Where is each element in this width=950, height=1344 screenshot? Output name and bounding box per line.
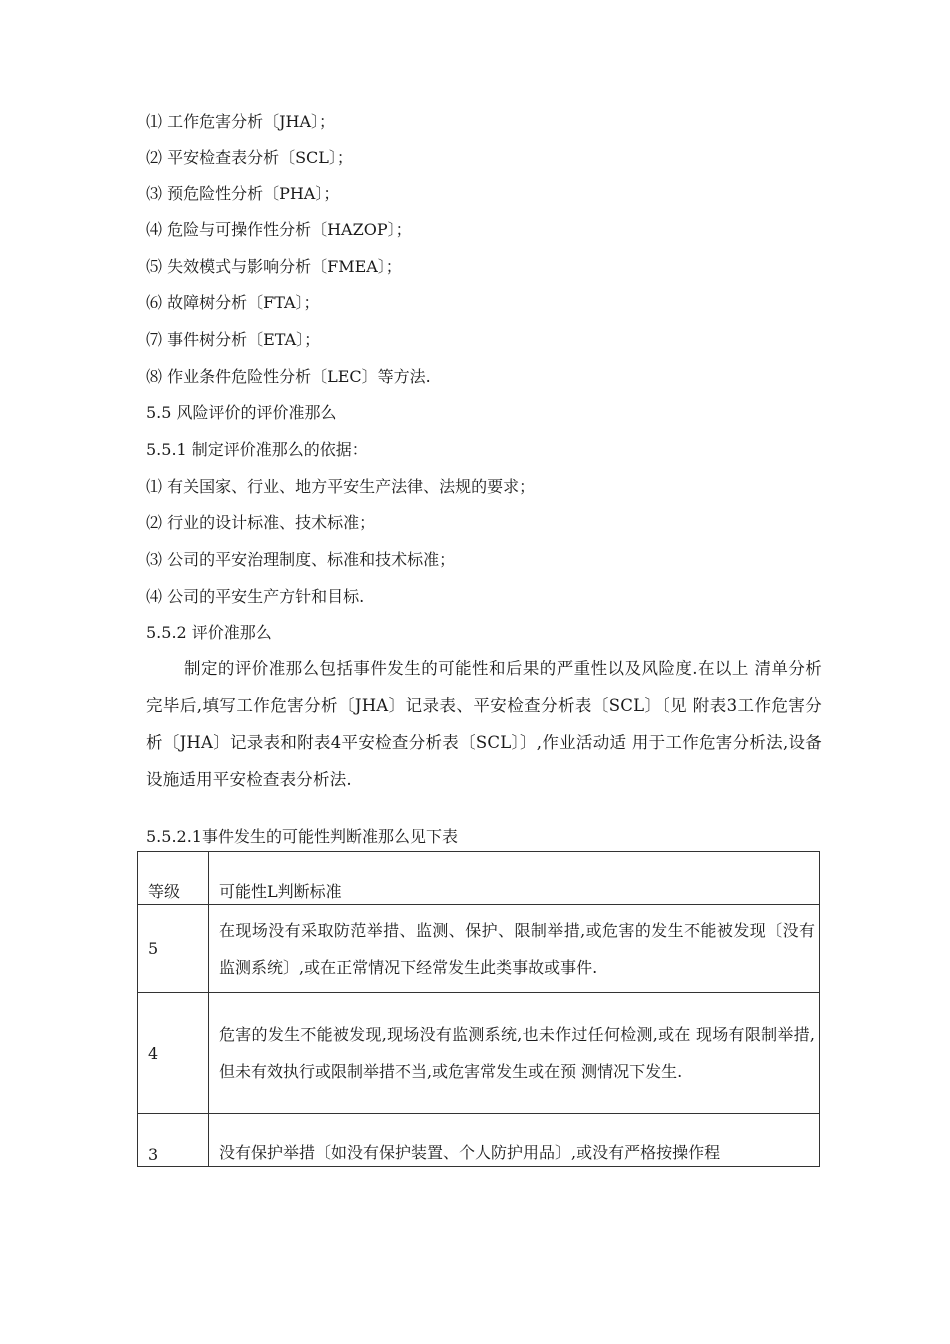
table-row <box>138 905 820 993</box>
likelihood-table <box>137 851 820 1167</box>
row-criteria: 危害的发生不能被发现,现场没有监测系统,也未作过任何检测,或在 现场有限制举措,但未有效执行或限制举措不当,或危害常发生或在预 测情况下发生. <box>209 993 820 1114</box>
basis-item-1: ⑴ 有关国家、行业、地方平安生产法律、法规的要求； <box>146 477 536 496</box>
section-heading-5-5: 5.5 风险评价的评价准那么 <box>146 403 337 422</box>
method-item-pha: ⑶ 预危险性分析〔PHA〕； <box>146 184 340 203</box>
row-level: 5 <box>138 905 209 993</box>
row-criteria: 在现场没有采取防范举措、监测、保护、限制举措,或危害的发生不能被发现〔没有监测系统〕,或在正常情况下经常发生此类事故或事件. <box>209 905 820 993</box>
method-item-fta: ⑹ 故障树分析〔FTA〕； <box>146 293 320 312</box>
body-paragraph: 制定的评价准那么包括事件发生的可能性和后果的严重性以及风险度.在以上 清单分析完毕后,填写工作危害分析〔JHA〕记录表、平安检查分析表〔SCL〕〔见 附表3工作危害分析〔JHA〕记录表和附表4平安检查分析表〔SCL〕〕,作业活动适 用于工作危害分析法,设备设施适用平安检查表分析法. <box>146 659 822 789</box>
section-heading-5-5-2: 5.5.2 评价准那么 <box>146 623 272 642</box>
method-item-jha: ⑴ 工作危害分析〔JHA〕； <box>146 112 336 131</box>
header-criteria: 可能性L判断标准 <box>209 852 820 905</box>
basis-item-3: ⑶ 公司的平安治理制度、标准和技术标准； <box>146 550 456 569</box>
table-header-row <box>138 852 820 905</box>
row-level: 4 <box>138 993 209 1114</box>
table-row <box>138 993 820 1114</box>
header-level: 等级 <box>138 852 209 905</box>
basis-item-4: ⑷ 公司的平安生产方针和目标. <box>146 587 365 606</box>
row-level: 3 <box>138 1114 209 1167</box>
method-item-fmea: ⑸ 失效模式与影响分析〔FMEA〕； <box>146 257 402 276</box>
table-row <box>138 1114 820 1167</box>
method-item-lec: ⑻ 作业条件危险性分析〔LEC〕等方法. <box>146 367 431 386</box>
table-caption: 5.5.2.1事件发生的可能性判断准那么见下表 <box>146 827 458 846</box>
row-criteria: 没有保护举措〔如没有保护装置、个人防护用品〕,或没有严格按操作程 <box>209 1114 820 1167</box>
basis-item-2: ⑵ 行业的设计标准、技术标准； <box>146 513 376 532</box>
section-heading-5-5-1: 5.5.1 制定评价准那么的依据： <box>146 440 368 459</box>
method-item-scl: ⑵ 平安检查表分析〔SCL〕； <box>146 148 353 167</box>
method-item-hazop: ⑷ 危险与可操作性分析〔HAZOP〕； <box>146 220 412 239</box>
method-item-eta: ⑺ 事件树分析〔ETA〕； <box>146 330 321 349</box>
